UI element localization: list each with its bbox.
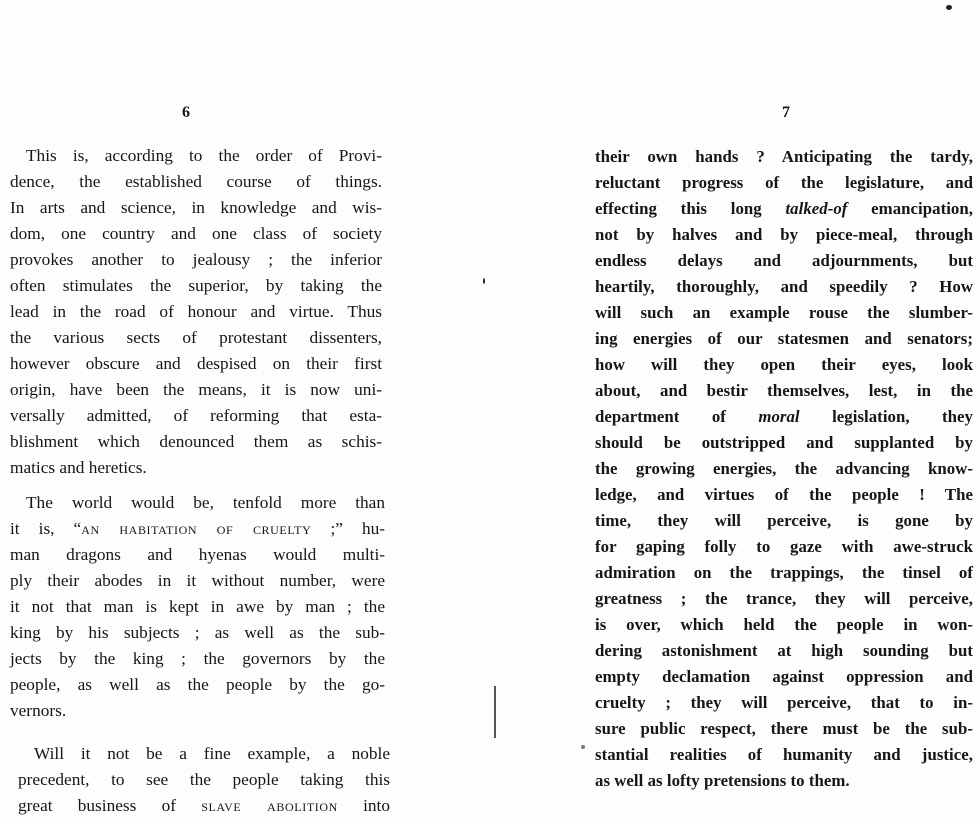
text-line: The world would be, tenfold more than: [26, 493, 385, 512]
text-span: emancipation,: [847, 199, 973, 218]
text-line: for gaping folly to gaze with awe-struck: [595, 537, 973, 556]
text-line: dering astonishment at high sounding but: [595, 641, 973, 660]
text-line: as well as lofty pretensions to them.: [595, 771, 850, 790]
text-line: cruelty ; they will perceive, that to in-: [595, 693, 973, 712]
text-line: should be outstripped and supplanted by: [595, 433, 973, 452]
text-line: In arts and science, in knowledge and wis-: [10, 198, 382, 217]
ink-speck: [581, 745, 585, 749]
text-line: dence, the established course of things.: [10, 172, 382, 191]
text-line: king by his subjects ; as well as the sub-: [10, 623, 385, 642]
text-line: greatness ; the trance, they will perceive,: [595, 589, 973, 608]
text-line: This is, according to the order of Provi-: [26, 146, 382, 165]
gutter-mark: [494, 686, 496, 738]
text-line: how will they open their eyes, look: [595, 355, 973, 374]
text-span: ;” hu-: [311, 519, 385, 538]
text-line: ing energies of our statesmen and senators;: [595, 329, 973, 348]
text-line: people, as well as the people by the go-: [10, 675, 385, 694]
text-line: ply their abodes in it without number, were: [10, 571, 385, 590]
text-line: matics and heretics.: [10, 458, 147, 477]
text-line: dom, one country and one class of society: [10, 224, 382, 243]
text-line: admiration on the trappings, the tinsel of: [595, 563, 973, 582]
text-line: will such an example rouse the slumber-: [595, 303, 973, 322]
text-line: empty declamation against oppression and: [595, 667, 973, 686]
text-span: into: [337, 796, 390, 815]
text-line: [18, 793, 390, 819]
text-line: it not that man is kept in awe by man ; the: [10, 597, 385, 616]
text-span: department of: [595, 407, 759, 426]
small-caps-phrase: slave abolition: [201, 796, 338, 815]
text-line: jects by the king ; the governors by the: [10, 649, 385, 668]
text-line: about, and bestir themselves, lest, in the: [595, 381, 973, 400]
text-line: ledge, and virtues of the people ! The: [595, 485, 973, 504]
text-line: however obscure and despised on their first: [10, 354, 382, 373]
text-line: time, they will perceive, is gone by: [595, 511, 973, 530]
text-line: lead in the road of honour and virtue. Thus: [10, 302, 382, 321]
right-page: [490, 0, 980, 818]
text-line: heartily, thoroughly, and speedily ? How: [595, 277, 973, 296]
left-page: [0, 0, 490, 818]
text-line: [10, 516, 385, 542]
text-span: great business of: [18, 796, 202, 815]
text-line: not by halves and by piece-meal, through: [595, 225, 973, 244]
text-line: versally admitted, of reforming that esta-: [10, 406, 382, 425]
paragraph-example: [18, 741, 390, 819]
text-line: the growing energies, the advancing know-: [595, 459, 973, 478]
text-line: [595, 404, 973, 430]
paragraph-cruelty: [10, 490, 385, 724]
paragraph-continuation: [595, 144, 973, 794]
paragraph-providence: [10, 143, 382, 481]
text-line: endless delays and adjournments, but: [595, 251, 973, 270]
text-line: reluctant progress of the legislature, and: [595, 173, 973, 192]
text-line: origin, have been the means, it is now uni-: [10, 380, 382, 399]
text-line: sure public respect, there must be the sub-: [595, 719, 973, 738]
text-line: provokes another to jealousy ; the inferior: [10, 250, 382, 269]
text-line: stantial realities of humanity and justice,: [595, 745, 973, 764]
text-line: blishment which denounced them as schis-: [10, 432, 382, 451]
text-line: is over, which held the people in won-: [595, 615, 973, 634]
text-span: effecting this long: [595, 199, 786, 218]
text-span: it is, “: [10, 519, 82, 538]
page-number-right: 7: [782, 104, 790, 121]
page-number-left: 6: [182, 104, 190, 121]
ink-speck: [483, 278, 485, 284]
italic-word: moral: [758, 407, 800, 426]
ink-speck: [946, 5, 952, 10]
text-line: vernors.: [10, 701, 67, 720]
text-line: their own hands ? Anticipating the tardy,: [595, 147, 973, 166]
italic-phrase: talked-of: [785, 199, 848, 218]
text-line: often stimulates the superior, by taking the: [10, 276, 382, 295]
text-line: Will it not be a fine example, a noble: [34, 744, 390, 763]
text-line: precedent, to see the people taking this: [18, 770, 390, 789]
small-caps-quote: an habitation of cruelty: [81, 519, 312, 538]
text-line: [595, 196, 973, 222]
text-line: the various sects of protestant dissenters,: [10, 328, 382, 347]
text-span: legislation, they: [799, 407, 973, 426]
text-line: man dragons and hyenas would multi-: [10, 545, 385, 564]
